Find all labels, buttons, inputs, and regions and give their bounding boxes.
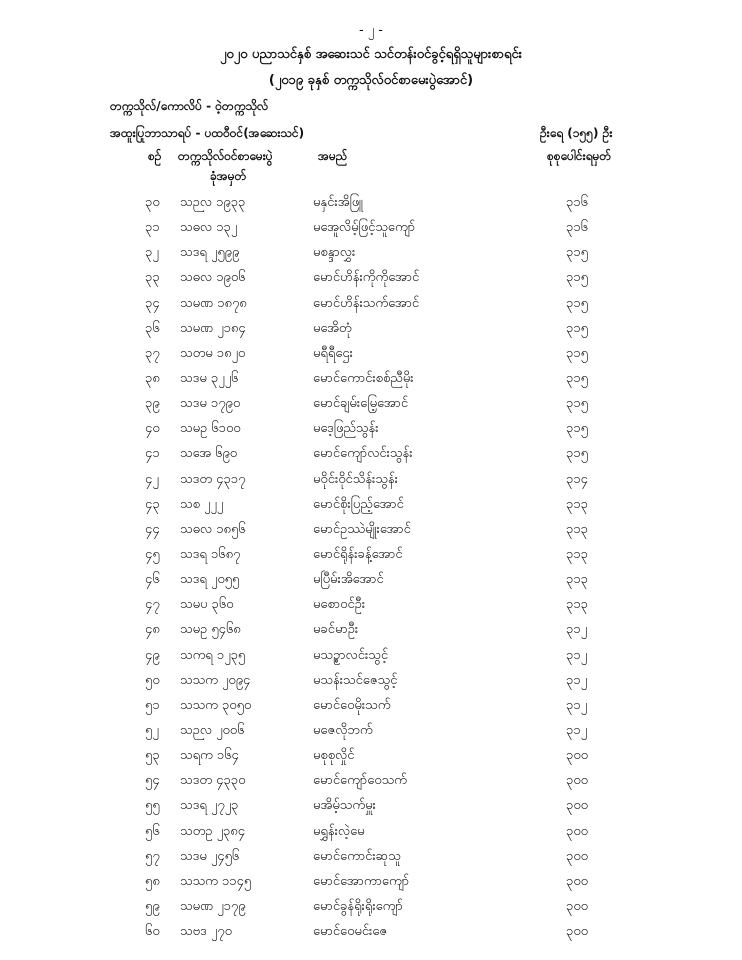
roll-number: သသက ၂၀၉၄ — [180, 672, 251, 688]
table-row — [0, 244, 742, 269]
student-name: မောင်အောကာကျော် — [313, 873, 410, 889]
row-number: ၄၅ — [145, 546, 160, 562]
total-marks: ၃၁၃ — [566, 521, 588, 537]
total-marks: ၃၁၂ — [566, 722, 588, 738]
table-row — [0, 219, 742, 244]
column-header-no: စဉ် — [148, 149, 162, 163]
total-marks: ၃၁၅ — [566, 320, 588, 336]
row-number: ၆၀ — [145, 924, 160, 940]
student-name: မစန္ဒာလွှး — [313, 245, 356, 261]
total-marks: ၃၀၀ — [566, 798, 588, 814]
total-marks: ၃၁၃ — [566, 572, 588, 588]
table-row — [0, 873, 742, 898]
row-number: ၅၂ — [145, 722, 159, 738]
table-row — [0, 370, 742, 395]
table-row — [0, 747, 742, 772]
table-row — [0, 898, 742, 923]
row-number: ၃၆ — [145, 320, 160, 336]
total-marks: ၃၁၂ — [566, 672, 588, 688]
row-number: ၅၃ — [145, 748, 160, 764]
table-row — [0, 295, 742, 320]
student-name: မောင်ဝေမင်းဇေ — [313, 924, 388, 940]
roll-number: သအေ ၆၉၀ — [180, 446, 238, 462]
roll-number: သတမ ၁၈၂၀ — [180, 345, 246, 361]
roll-number: သမဏ ၂၁၇၉ — [180, 898, 246, 914]
student-name: မအိမ့်သက်မှူး — [313, 798, 376, 814]
row-number: ၄၂ — [145, 471, 159, 487]
total-marks: ၃၁၃ — [566, 546, 588, 562]
total-marks: ၃၁၆ — [566, 195, 588, 210]
total-marks: ၃၁၅ — [566, 270, 588, 286]
student-name: မရွှန်းလဲ့မေ — [313, 823, 365, 839]
total-marks: ၃၀၀ — [566, 898, 588, 914]
roll-number: သဒမ ၃၂၂၆ — [180, 370, 239, 386]
table-row — [0, 546, 742, 571]
total-marks: ၃၀၀ — [566, 924, 588, 940]
total-marks: ၃၁၂ — [566, 647, 588, 663]
total-marks: ၃၁၄ — [566, 471, 588, 487]
roll-number: သတဥ ၂၃၈၄ — [180, 823, 246, 839]
row-number: ၃၇ — [145, 345, 160, 361]
table-row — [0, 923, 742, 948]
student-name: မသန်းသင်ဇေသွင့် — [313, 672, 398, 688]
column-header-name: အမည် — [318, 149, 348, 163]
student-name: မနှင်းအိဖြူ — [313, 195, 363, 210]
roll-number: သဉလ ၂၀၀၆ — [180, 722, 245, 738]
document-title: ၂၀၂၀ ပညာသင်နှစ် အဆေးသင် သင်တန်းဝင်ခွင့်ရရှိသူများစာရင်း — [219, 47, 522, 62]
total-marks: ၃၁၂ — [566, 622, 588, 638]
total-marks: ၃၁၂ — [566, 697, 588, 713]
roll-number: သစ ၂၂၂ — [180, 496, 224, 512]
roll-number: သဓလ ၁၈၅၆ — [180, 521, 246, 537]
student-name: မောင်ရိုန်းခန့်အောင် — [313, 546, 403, 562]
roll-number: သသက ၃၀၅၀ — [180, 697, 252, 713]
row-number: ၅၈ — [145, 873, 160, 889]
total-marks: ၃၁၃ — [566, 597, 588, 613]
roll-number: သမဥ ၆၁၀၀ — [180, 421, 241, 437]
student-name: မောင်ချမ်းမြေ့အောင် — [313, 396, 409, 412]
row-number: ၃၄ — [145, 295, 160, 311]
total-marks: ၃၁၅ — [566, 345, 588, 361]
column-header-marks: စုစုပေါင်းရမှတ် — [547, 149, 612, 163]
table-row — [0, 420, 742, 445]
row-number: ၅၁ — [145, 697, 160, 713]
roll-number: သဒတ ၄၃၁၇ — [180, 471, 246, 487]
roll-number: သရက ၁၆၄ — [180, 748, 239, 764]
roll-number: သသက ၁၁၄၅ — [180, 873, 252, 889]
table-row — [0, 571, 742, 596]
row-number: ၅၄ — [145, 773, 160, 789]
student-name: မောင်ခွန်ရိုးရိုးကျော် — [313, 898, 403, 914]
row-number: ၄၆ — [145, 572, 160, 588]
table-row — [0, 521, 742, 546]
table-row — [0, 471, 742, 496]
total-marks: ၃၀၀ — [566, 848, 588, 864]
table-row — [0, 395, 742, 420]
table-row — [0, 672, 742, 697]
row-number: ၄၀ — [145, 421, 160, 437]
table-row — [0, 647, 742, 672]
roll-number: သဓလ ၁၉၀၆ — [180, 270, 246, 286]
roll-number: သကရ ၁၂၃၅ — [180, 647, 246, 663]
column-header-roll-line2: ခုံအမှတ် — [210, 169, 247, 183]
roll-number: သဒရ ၂၅၉၉ — [180, 245, 240, 261]
total-marks: ၃၀၀ — [566, 823, 588, 839]
university-line: တက္ကသိုလ်/ကောလိပ် - ဝဲ့တက္ကသိုလ် — [110, 99, 269, 113]
row-number: ၅၇ — [145, 848, 160, 864]
row-number: ၃၀ — [145, 195, 160, 210]
row-number: ၃၈ — [145, 370, 160, 386]
table-row — [0, 496, 742, 521]
total-marks: ၃၁၅ — [566, 446, 588, 462]
total-marks: ၃၁၅ — [566, 245, 588, 261]
table-row — [0, 722, 742, 747]
roll-number: သဒမ ၁၇၉၀ — [180, 396, 241, 412]
student-name: မဒေ့ဖြည်သွန်း — [313, 421, 379, 437]
results-table — [0, 194, 742, 948]
table-row — [0, 269, 742, 294]
row-number: ၃၉ — [145, 396, 160, 412]
student-name: မောင်ဟိန်းကိုကိုအောင် — [313, 270, 420, 286]
roll-number: သဒရ ၂၇၂၃ — [180, 798, 239, 814]
table-row — [0, 596, 742, 621]
student-name: မောင်ကောင်းစစ်ညီမိုး — [313, 370, 414, 386]
roll-number: သမဏ ၂၁၈၄ — [180, 320, 246, 336]
page-number: - ၂ - — [358, 23, 384, 38]
student-name: မစုစုလှိုင် — [313, 748, 355, 764]
student-name: မဇေလိုဘက် — [313, 722, 373, 738]
roll-number: သမဥ ၅၄၆၈ — [180, 622, 241, 638]
table-row — [0, 823, 742, 848]
total-marks: ၃၁၃ — [566, 496, 588, 512]
table-row — [0, 194, 742, 219]
student-name: မဝိုင်းဝိုင်သိန်းသွန်း — [313, 471, 398, 487]
total-marks: ၃၁၅ — [566, 396, 588, 412]
roll-number: သဓလ ၁၃၂ — [180, 220, 238, 236]
student-name: မောင်ဟိန်းသက်အောင် — [313, 295, 420, 311]
row-number: ၃၃ — [145, 270, 160, 286]
row-number: ၅၅ — [145, 798, 160, 814]
roll-number: သဒရ ၁၆၈၇ — [180, 546, 241, 562]
table-row — [0, 445, 742, 470]
roll-number: သမဏ ၁၈၇၈ — [180, 295, 247, 311]
student-name: မစောဝင်ဦး — [313, 597, 366, 613]
row-number: ၃၁ — [145, 220, 160, 236]
student-name: မရီရီဌေး — [313, 345, 353, 361]
student-name: မောင်ကျော်လင်းသွန်း — [313, 446, 413, 462]
major-subject-line: အထူးပြုဘာသာရပ် - ပထဝီဝင်(အဆေးသင်) — [110, 126, 305, 140]
row-number: ၄၁ — [145, 446, 160, 462]
total-marks: ၃၁၆ — [566, 220, 588, 236]
roll-number: သဒမ ၂၄၅၆ — [180, 848, 240, 864]
student-name: မောင်ဝေမိုးသက် — [313, 697, 391, 713]
roll-number: သဗဒ ၂၇၀ — [180, 924, 232, 940]
total-marks: ၃၁၅ — [566, 295, 588, 311]
row-number: ၅၆ — [145, 823, 160, 839]
document-subtitle: (၂၀၁၉ ခုနှစ် တက္ကသိုလ်ဝင်စာမေးပွဲအောင်) — [268, 73, 474, 88]
total-count: ဦးရေ (၁၅၅) ဦး — [540, 126, 613, 140]
roll-number: သဉလ ၁၉၃၃ — [180, 195, 246, 210]
student-name: မအေူလိမ့်ဖြင့်သူကျော် — [313, 220, 416, 236]
student-name: မောင်ကောင်းဆုသူ — [313, 848, 401, 864]
table-row — [0, 345, 742, 370]
student-name: မောင်ဥဿဲမျိုးအောင် — [313, 521, 411, 537]
roll-number: သဒတ ၄၃၃၀ — [180, 773, 246, 789]
total-marks: ၃၀၀ — [566, 873, 588, 889]
student-name: မသဥ္စာလင်းသွင့် — [313, 647, 389, 663]
roll-number: သမပ ၃၆၀ — [180, 597, 234, 613]
row-number: ၄၇ — [145, 597, 160, 613]
row-number: ၃၂ — [145, 245, 159, 261]
total-marks: ၃၁၅ — [566, 370, 588, 386]
roll-number: သဒရ ၂၀၅၅ — [180, 572, 240, 588]
row-number: ၄၄ — [145, 521, 160, 537]
student-name: မအေိတုံ — [313, 320, 352, 336]
row-number: ၄၃ — [145, 496, 160, 512]
row-number: ၅၀ — [145, 672, 160, 688]
row-number: ၄၉ — [145, 647, 160, 663]
row-number: ၅၉ — [145, 898, 160, 914]
table-row — [0, 320, 742, 345]
table-row — [0, 621, 742, 646]
total-marks: ၃၀၀ — [566, 748, 588, 764]
table-row — [0, 797, 742, 822]
row-number: ၄၈ — [145, 622, 160, 638]
table-row — [0, 848, 742, 873]
student-name: မောင်စိုးပြည့်အောင် — [313, 496, 404, 512]
column-header-roll: တက္ကသိုလ်ဝင်စာမေးပွဲ — [178, 149, 273, 163]
student-name: မခင်မာဦး — [313, 622, 359, 638]
total-marks: ၃၀၀ — [566, 773, 588, 789]
student-name: မပြီမ်းအိအောင် — [313, 572, 384, 588]
table-row — [0, 697, 742, 722]
table-row — [0, 772, 742, 797]
total-marks: ၃၁၅ — [566, 421, 588, 437]
student-name: မောင်ကျော်ဝေသက် — [313, 773, 407, 789]
